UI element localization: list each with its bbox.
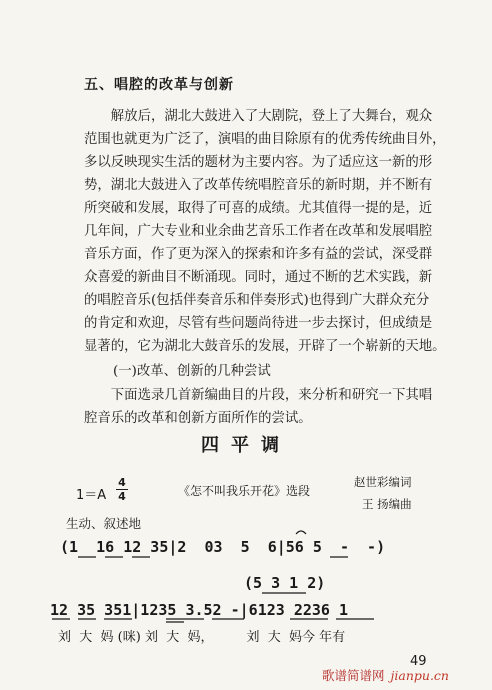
text-line: 所突破和发展，取得了可喜的成绩。尤其值得一提的是，近: [84, 201, 433, 216]
text-line: 音乐方面，作了更为深入的探索和许多有益的尝试，深受群: [84, 247, 433, 262]
watermark-cn: 歌谱简谱网: [322, 668, 385, 683]
lyrics-line: 刘 大 妈 (咪) 刘 大 妈， 刘 大 妈今 年有: [58, 630, 346, 645]
text-line: 范围也就更为广泛了，演唱的曲目除原有的优秀传统曲目外，: [84, 132, 446, 147]
watermark: [322, 666, 488, 686]
text-line: 解放后，湖北大鼓进入了大剧院，登上了大舞台，观众: [110, 109, 433, 124]
text-line: 几年间，广大专业和业余曲艺音乐工作者在改革和发展唱腔: [84, 224, 433, 239]
notation-line-1: (1 16 12 35|2 03 5 6|56 5 - -): [60, 538, 386, 556]
subheading: (一)改革、创新的几种尝试: [113, 364, 271, 379]
time-sig-top: 4: [118, 476, 126, 489]
key-signature: 1＝A: [76, 488, 107, 503]
page-number: 49: [410, 654, 427, 669]
notation-line-2: 12 35 351|1235 3.52 -|6123 2236 1: [50, 601, 349, 619]
text-line: 腔音乐的改革和创新方面所作的尝试。: [84, 411, 312, 426]
song-title: 四平调: [201, 435, 291, 456]
lyricist-credit: 赵世彩编词: [354, 475, 412, 489]
text-line: 众喜爱的新曲目不断涌现。同时，通过不断的艺术实践，新: [84, 270, 433, 285]
text-line: 的肯定和欢迎，尽管有些问题尚待进一步去探讨，但成绩是: [84, 316, 433, 331]
watermark-url: jianpu.cn: [390, 668, 449, 683]
text-line: 势，湖北大鼓进入了改革传统唱腔音乐的新时期，并不断有: [84, 178, 433, 193]
text-line: 显著的，它为湖北大鼓音乐的发展，开辟了一个崭新的天地。: [84, 339, 446, 354]
text-line: 下面选录几首新编曲目的片段，来分析和研究一下其唱: [110, 388, 433, 403]
time-sig-bottom: 4: [118, 490, 126, 503]
text-line: 多以反映现实生活的题材为主要内容。为了适应这一新的形: [84, 155, 433, 170]
notation-parenthetical: (5 3 1 2): [244, 574, 326, 592]
composer-credit: 王 扬编曲: [362, 497, 412, 511]
tempo-marking: 生动、叙述地: [66, 516, 142, 531]
section-heading: 五、唱腔的改革与创新: [84, 77, 234, 93]
text-line: 的唱腔音乐(包括伴奏音乐和伴奏形式)也得到广大群众充分: [84, 293, 430, 308]
song-source: 《怎不叫我乐开花》选段: [178, 484, 311, 498]
